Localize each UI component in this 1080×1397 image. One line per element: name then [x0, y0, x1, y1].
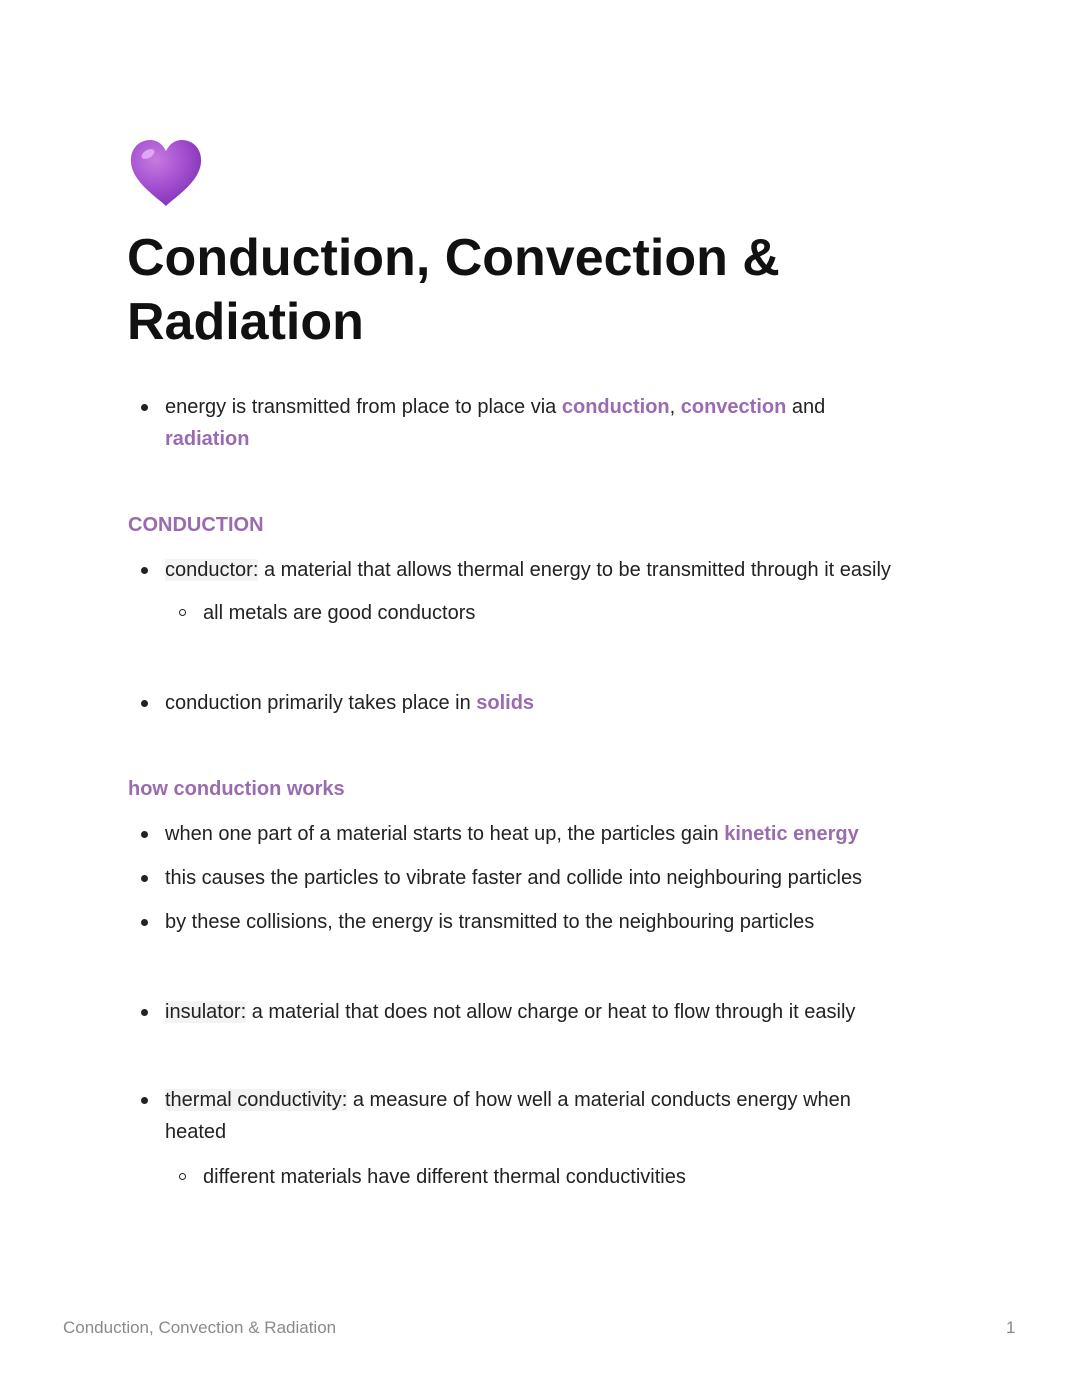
- kinetic-text: when one part of a material starts to heat up, the particles gain: [165, 823, 725, 845]
- highlight-radiation: radiation: [165, 428, 250, 450]
- thermal-definition-line1: a measure of how well a material conducts energy when: [347, 1089, 851, 1111]
- highlight-kinetic-energy: kinetic energy: [724, 823, 859, 845]
- insulator-definition: a material that does not allow charge or heat to flow through it easily: [246, 1001, 856, 1023]
- intro-separator: ,: [669, 396, 681, 418]
- term-thermal-conductivity: thermal conductivity:: [165, 1089, 348, 1111]
- list-item-conductor: [165, 554, 955, 586]
- section-heading-how-conduction-works: how conduction works: [128, 778, 345, 800]
- solids-text: conduction primarily takes place in: [165, 692, 477, 714]
- list-item-insulator: [165, 996, 955, 1028]
- list-item-thermal-conductivity: [165, 1084, 955, 1148]
- page-number: 1: [1006, 1318, 1016, 1337]
- term-conductor: conductor:: [165, 559, 259, 581]
- term-insulator: insulator:: [165, 1001, 247, 1023]
- list-item-vibrate: this causes the particles to vibrate faster and collide into neighbouring particles: [165, 862, 955, 894]
- list-item-kinetic-energy: [165, 818, 955, 850]
- highlight-conduction: conduction: [561, 396, 670, 418]
- section-heading-conduction: CONDUCTION: [128, 514, 264, 536]
- thermal-definition-line2: heated: [165, 1121, 227, 1143]
- list-item-solids: [165, 687, 955, 719]
- list-item-intro: [165, 391, 955, 455]
- intro-and: and: [786, 396, 826, 418]
- highlight-convection: convection: [680, 396, 787, 418]
- sub-list-item-thermal-note: different materials have different thermal conductivities: [203, 1161, 963, 1193]
- sub-list-item-metals: all metals are good conductors: [203, 597, 963, 629]
- purple-heart-icon: [128, 138, 204, 208]
- conductor-definition: a material that allows thermal energy to be transmitted through it easily: [258, 559, 891, 581]
- highlight-solids: solids: [476, 692, 535, 714]
- intro-text: energy is transmitted from place to place via: [165, 396, 562, 418]
- page-title: Conduction, Convection & Radiation: [127, 229, 780, 351]
- list-item-collisions: by these collisions, the energy is transmitted to the neighbouring particles: [165, 906, 955, 938]
- footer-title: Conduction, Convection & Radiation: [63, 1318, 337, 1337]
